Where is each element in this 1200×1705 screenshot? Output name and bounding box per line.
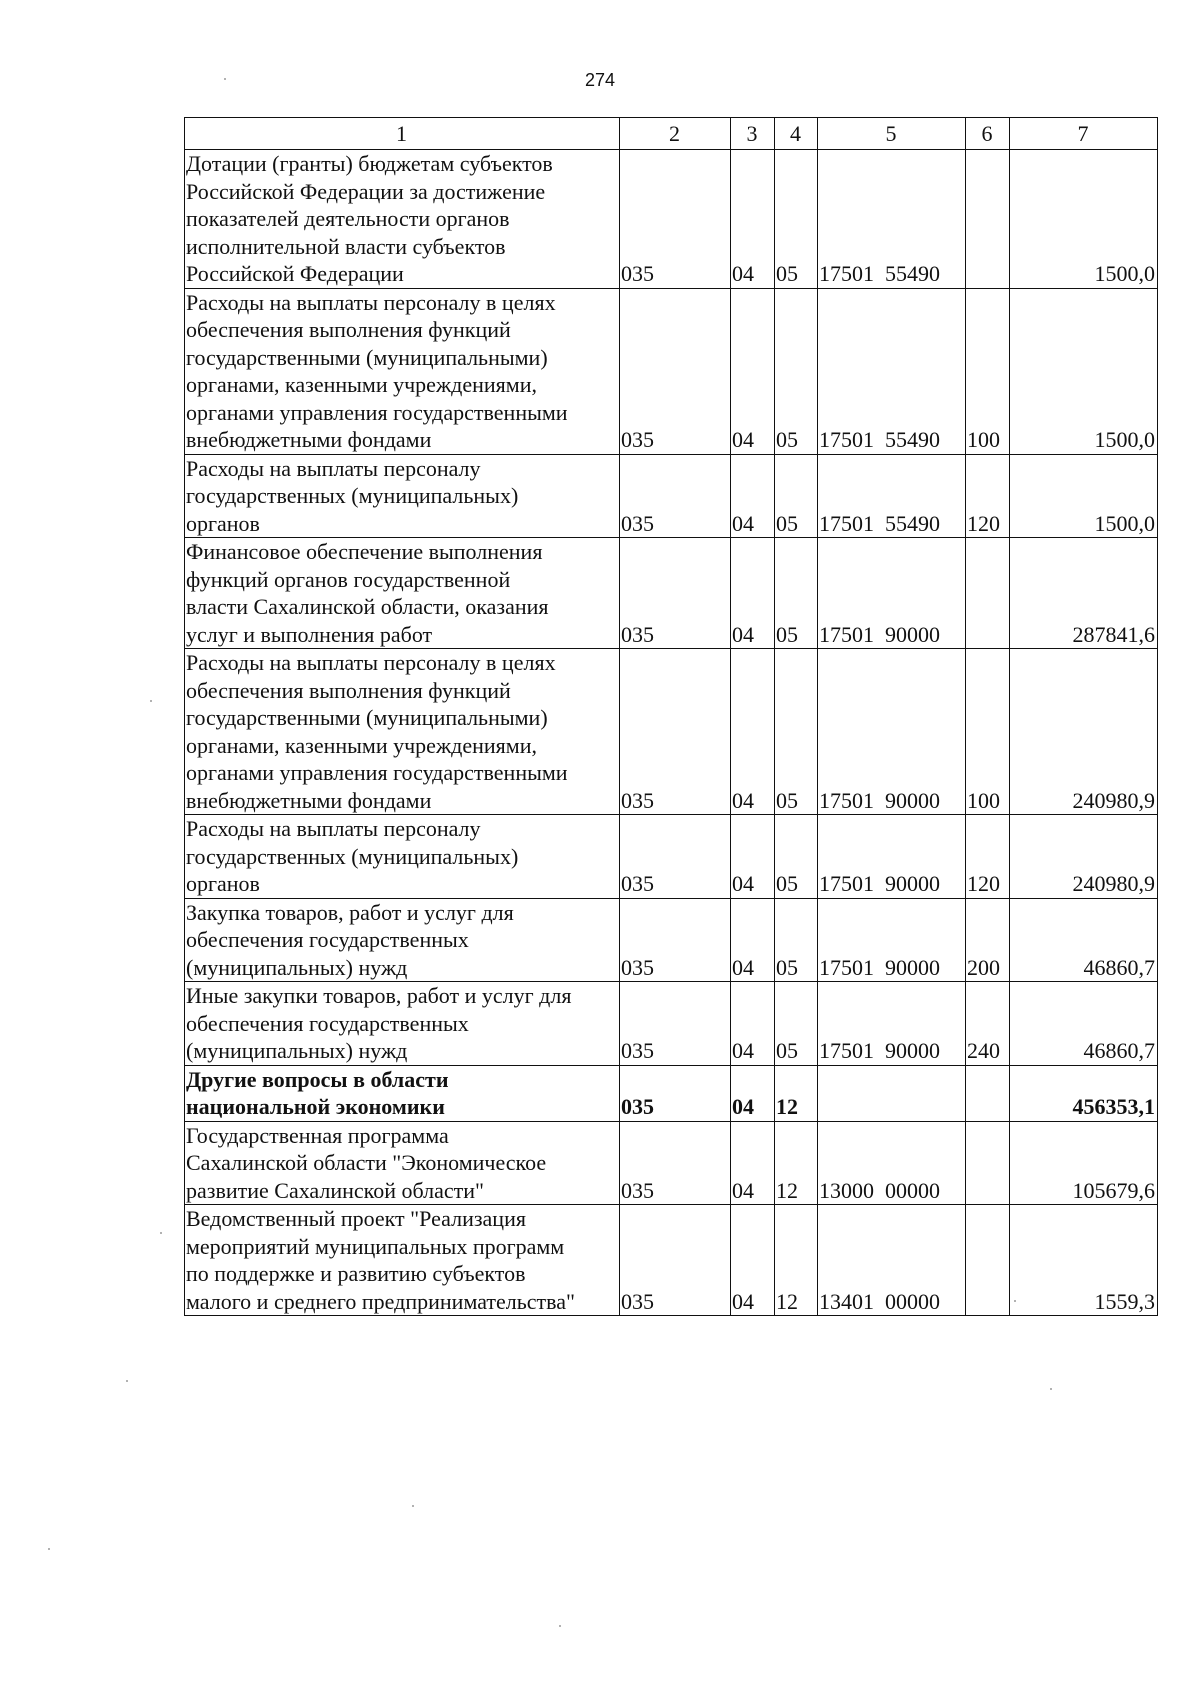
row-name: Расходы на выплаты персоналу в целях обеспечения выполнения функций государственными (муниципальными) органами, казенными учреждениями, органами управления государственными внебюджетными фондами — [185, 649, 620, 815]
row-section-code: 04 — [731, 815, 775, 899]
row-subsection-code: 05 — [775, 454, 818, 538]
header-row — [185, 118, 1158, 150]
row-subsection-code: 05 — [775, 982, 818, 1066]
row-amount: 240980,9 — [1010, 815, 1158, 899]
row-target-article: 17501 90000 — [818, 649, 966, 815]
row-amount: 287841,6 — [1010, 538, 1158, 649]
row-section-code: 04 — [731, 538, 775, 649]
scan-speck — [412, 1505, 414, 1507]
row-amount: 46860,7 — [1010, 898, 1158, 982]
row-section-code: 04 — [731, 649, 775, 815]
column-header-7: 7 — [1010, 118, 1158, 150]
column-header-2: 2 — [620, 118, 731, 150]
row-expense-type: 200 — [966, 898, 1010, 982]
row-expense-type — [966, 150, 1010, 289]
row-name: Расходы на выплаты персоналу государственных (муниципальных) органов — [185, 815, 620, 899]
row-ministry-code: 035 — [620, 815, 731, 899]
column-header-5: 5 — [818, 118, 966, 150]
scan-speck — [559, 1625, 561, 1627]
scan-speck — [224, 78, 226, 80]
row-target-article: 17501 55490 — [818, 288, 966, 454]
row-ministry-code: 035 — [620, 538, 731, 649]
table-row — [185, 1205, 1158, 1316]
row-section-code: 04 — [731, 1065, 775, 1121]
row-ministry-code: 035 — [620, 288, 731, 454]
row-name: Государственная программа Сахалинской области "Экономическое развитие Сахалинской области" — [185, 1121, 620, 1205]
row-name: Расходы на выплаты персоналу государственных (муниципальных) органов — [185, 454, 620, 538]
table-row — [185, 1121, 1158, 1205]
row-subsection-code: 12 — [775, 1205, 818, 1316]
row-subsection-code: 12 — [775, 1065, 818, 1121]
row-amount: 240980,9 — [1010, 649, 1158, 815]
row-subsection-code: 05 — [775, 649, 818, 815]
row-target-article: 13401 00000 — [818, 1205, 966, 1316]
table-row — [185, 288, 1158, 454]
row-expense-type: 120 — [966, 815, 1010, 899]
table-row — [185, 454, 1158, 538]
row-ministry-code: 035 — [620, 150, 731, 289]
column-header-3: 3 — [731, 118, 775, 150]
row-subsection-code: 05 — [775, 288, 818, 454]
row-amount: 46860,7 — [1010, 982, 1158, 1066]
page-number: 274 — [584, 70, 616, 90]
row-expense-type — [966, 1205, 1010, 1316]
row-amount: 1500,0 — [1010, 288, 1158, 454]
row-ministry-code: 035 — [620, 982, 731, 1066]
row-subsection-code: 05 — [775, 898, 818, 982]
column-header-6: 6 — [966, 118, 1010, 150]
row-subsection-code: 05 — [775, 150, 818, 289]
row-ministry-code: 035 — [620, 649, 731, 815]
column-header-4: 4 — [775, 118, 818, 150]
row-name: Финансовое обеспечение выполнения функций органов государственной власти Сахалинской области, оказания услуг и выполнения работ — [185, 538, 620, 649]
row-name: Другие вопросы в области национальной экономики — [185, 1065, 620, 1121]
row-ministry-code: 035 — [620, 1065, 731, 1121]
row-ministry-code: 035 — [620, 1121, 731, 1205]
row-section-code: 04 — [731, 288, 775, 454]
row-target-article — [818, 1065, 966, 1121]
table-row — [185, 815, 1158, 899]
row-expense-type — [966, 538, 1010, 649]
table-row — [185, 982, 1158, 1066]
row-expense-type: 100 — [966, 288, 1010, 454]
row-subsection-code: 05 — [775, 815, 818, 899]
row-target-article: 17501 55490 — [818, 454, 966, 538]
row-expense-type — [966, 1121, 1010, 1205]
row-target-article: 17501 90000 — [818, 898, 966, 982]
row-section-code: 04 — [731, 150, 775, 289]
table-row — [185, 898, 1158, 982]
row-expense-type: 240 — [966, 982, 1010, 1066]
scan-speck — [150, 700, 152, 702]
row-section-code: 04 — [731, 982, 775, 1066]
row-name: Закупка товаров, работ и услуг для обеспечения государственных (муниципальных) нужд — [185, 898, 620, 982]
row-amount: 456353,1 — [1010, 1065, 1158, 1121]
table-row — [185, 649, 1158, 815]
table-row — [185, 150, 1158, 289]
row-amount: 105679,6 — [1010, 1121, 1158, 1205]
row-subsection-code: 12 — [775, 1121, 818, 1205]
row-ministry-code: 035 — [620, 898, 731, 982]
scan-speck — [160, 1232, 162, 1234]
row-expense-type: 120 — [966, 454, 1010, 538]
row-target-article: 17501 90000 — [818, 538, 966, 649]
row-name: Расходы на выплаты персоналу в целях обеспечения выполнения функций государственными (муниципальными) органами, казенными учреждениями, органами управления государственными внебюджетными фондами — [185, 288, 620, 454]
column-header-1: 1 — [185, 118, 620, 150]
row-section-code: 04 — [731, 1205, 775, 1316]
scan-speck — [48, 1548, 50, 1550]
row-amount: 1500,0 — [1010, 454, 1158, 538]
row-name: Дотации (гранты) бюджетам субъектов Российской Федерации за достижение показателей деятельности органов исполнительной власти субъектов Российской Федерации — [185, 150, 620, 289]
row-amount: 1559,3 — [1010, 1205, 1158, 1316]
row-amount: 1500,0 — [1010, 150, 1158, 289]
row-section-code: 04 — [731, 898, 775, 982]
table-row — [185, 538, 1158, 649]
row-target-article: 17501 55490 — [818, 150, 966, 289]
row-name: Ведомственный проект "Реализация мероприятий муниципальных программ по поддержке и развитию субъектов малого и среднего предпринимательства" — [185, 1205, 620, 1316]
row-target-article: 17501 90000 — [818, 815, 966, 899]
row-ministry-code: 035 — [620, 1205, 731, 1316]
row-name: Иные закупки товаров, работ и услуг для обеспечения государственных (муниципальных) нужд — [185, 982, 620, 1066]
row-subsection-code: 05 — [775, 538, 818, 649]
row-target-article: 13000 00000 — [818, 1121, 966, 1205]
budget-table — [184, 117, 1158, 1316]
scan-speck — [1050, 1388, 1052, 1390]
row-section-code: 04 — [731, 1121, 775, 1205]
table-row-section-total — [185, 1065, 1158, 1121]
row-target-article: 17501 90000 — [818, 982, 966, 1066]
row-expense-type — [966, 1065, 1010, 1121]
row-expense-type: 100 — [966, 649, 1010, 815]
scan-speck — [126, 1380, 128, 1382]
row-ministry-code: 035 — [620, 454, 731, 538]
scan-speck — [1014, 1300, 1016, 1302]
row-section-code: 04 — [731, 454, 775, 538]
